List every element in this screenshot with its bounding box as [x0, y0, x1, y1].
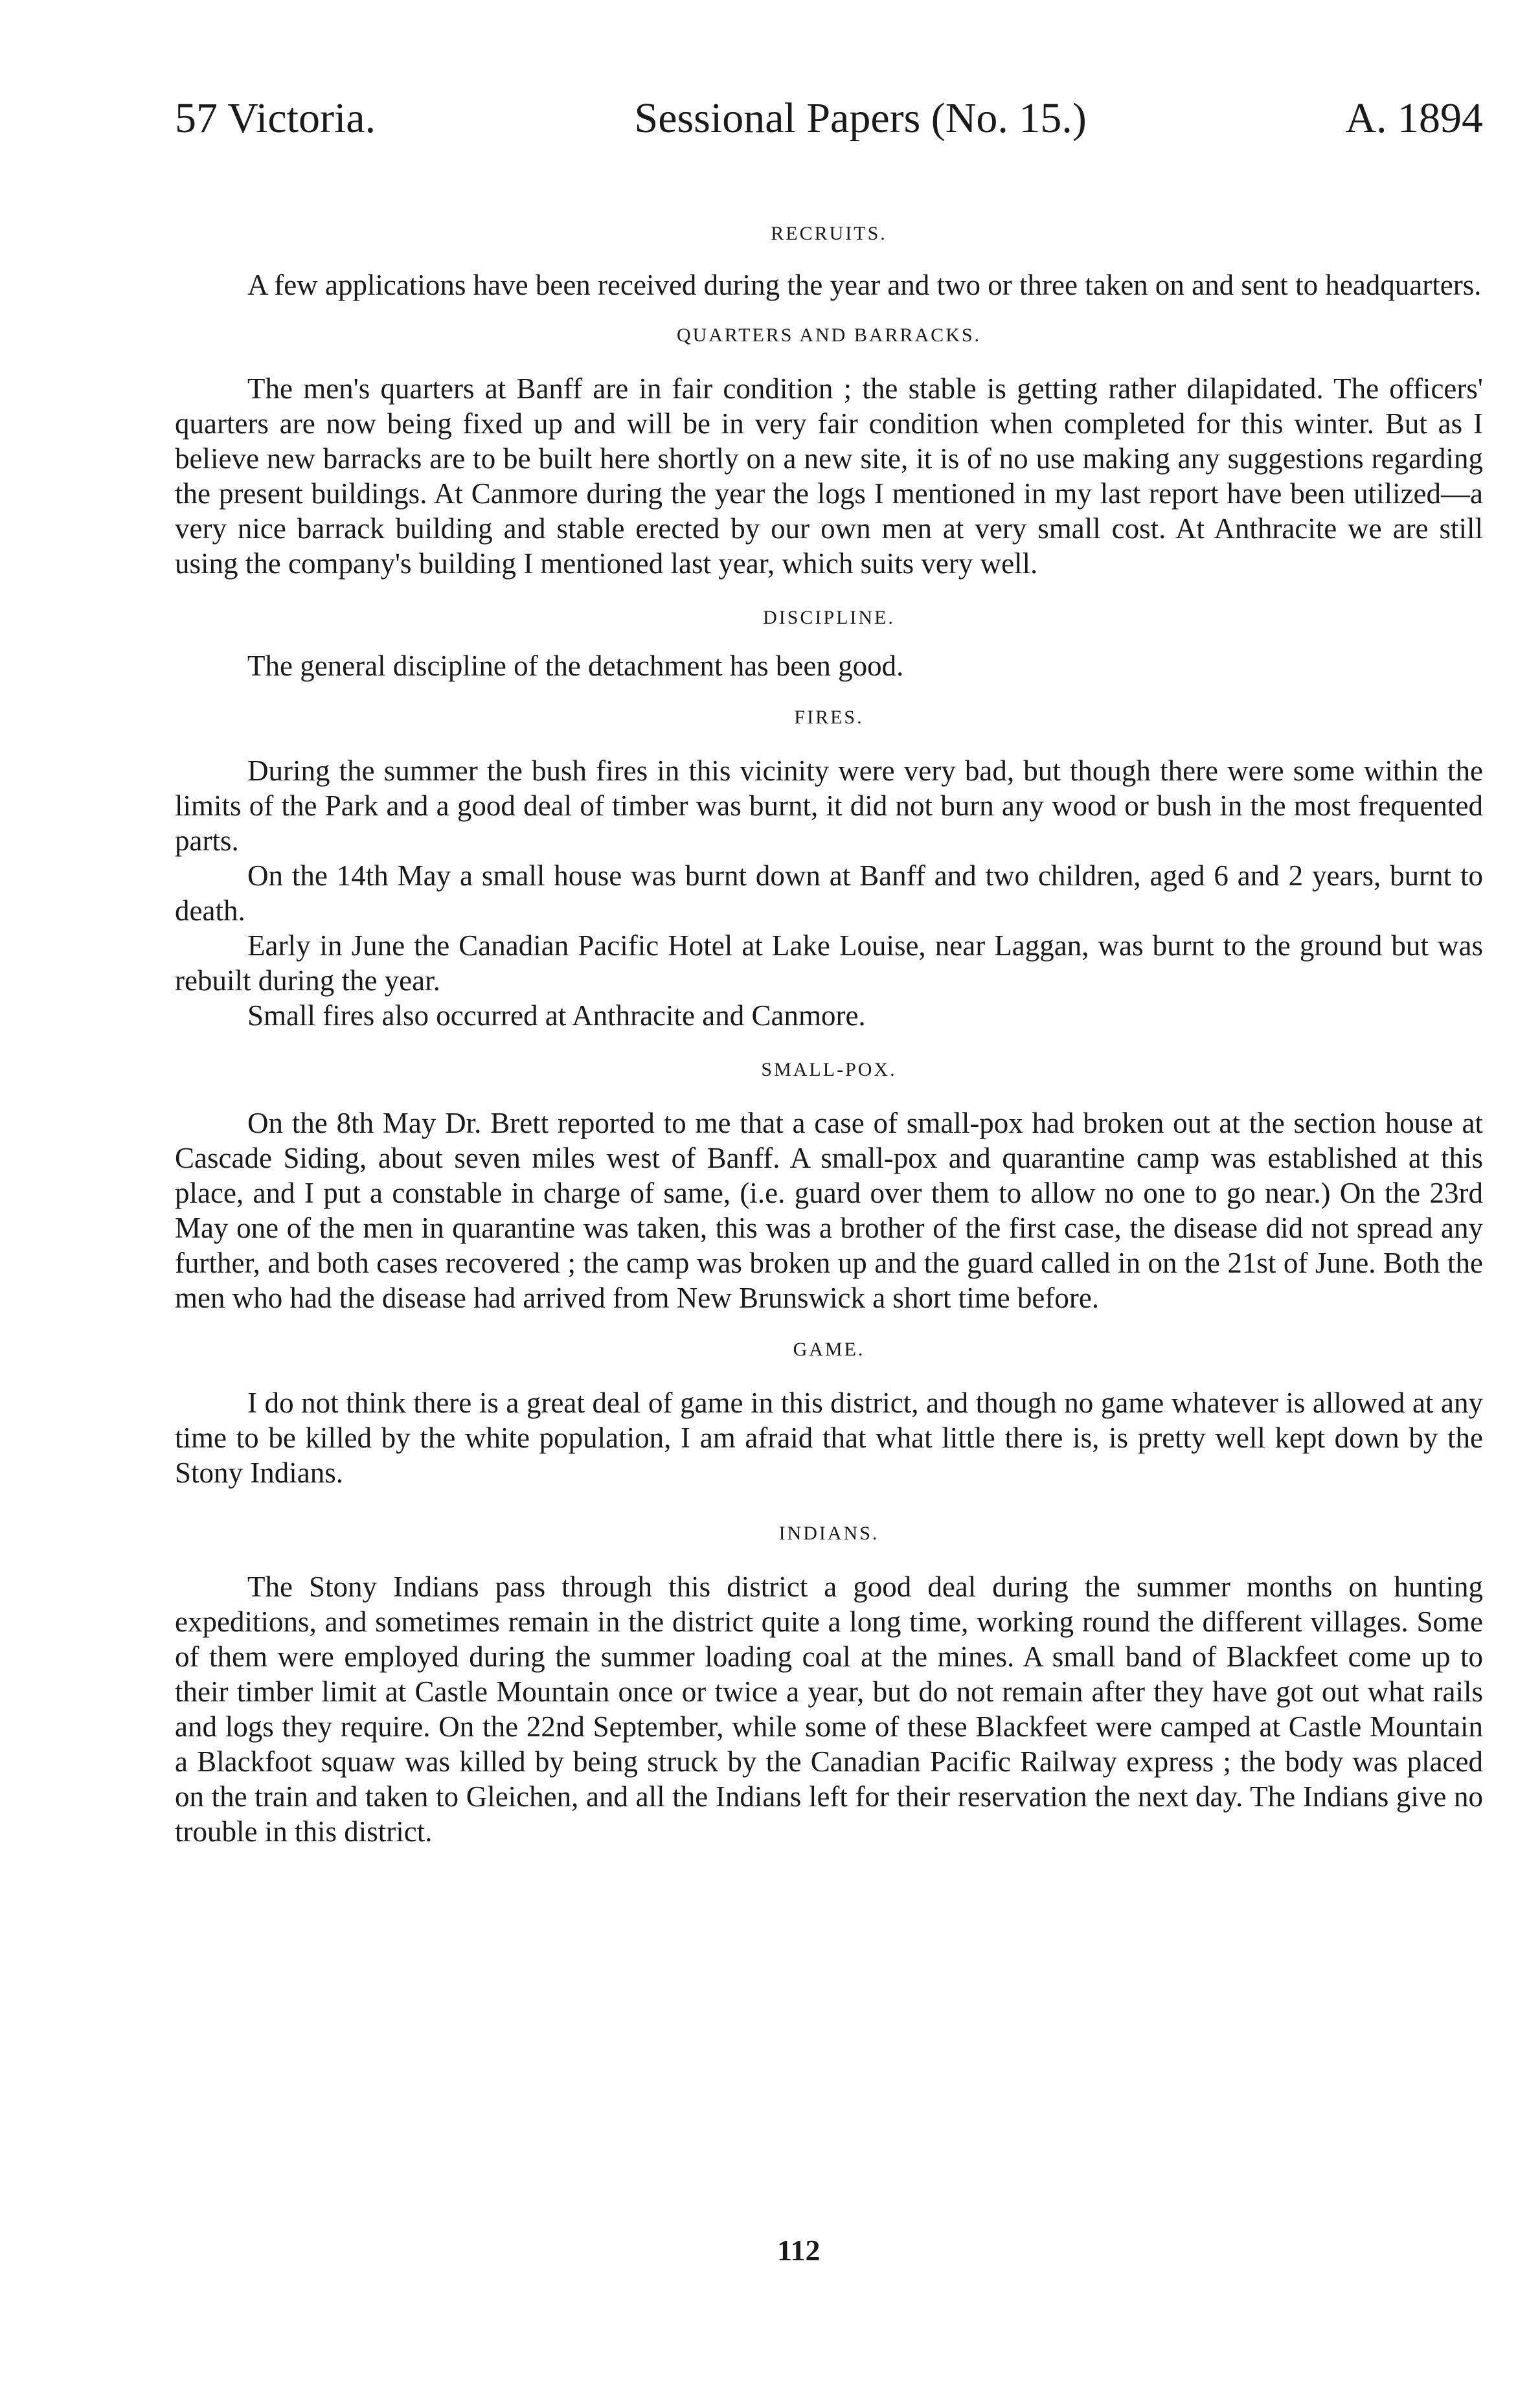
section-heading: SMALL-POX. — [761, 1059, 897, 1080]
paragraph: I do not think there is a great deal of game in this district, and though no game whatever is allowed at any time to be killed by the white population, I am afraid that what little there is, is pretty well kept down by the Stony Indians. — [175, 1387, 1483, 1489]
paragraph: A few applications have been received during the year and two or three taken on and sent to headquarters. — [247, 269, 1482, 301]
section-heading: GAME. — [793, 1339, 865, 1360]
section-discipline — [175, 607, 1483, 683]
section-recruits — [175, 223, 1483, 302]
section-quarters-and-barracks — [175, 324, 1483, 581]
header-session: 57 Victoria. — [175, 95, 376, 142]
section-heading: QUARTERS AND BARRACKS. — [676, 324, 982, 346]
paragraph: On the 14th May a small house was burnt down at Banff and two children, aged 6 and 2 years, burnt to death. — [175, 859, 1483, 927]
section-heading: INDIANS. — [778, 1523, 879, 1544]
page-header — [175, 97, 1483, 155]
paragraph: On the 8th May Dr. Brett reported to me that a case of small-pox had broken out at the section house at Cascade Siding, about seven miles west of Banff. A small-pox and quarantine camp was established at this place, and I put a constable in charge of same, (i.e. guard over them to allow no one to go near.) On the 23rd May one of the men in quarantine was taken, this was a brother of the first case, the disease did not spread any further, and both cases recovered ; the camp was broken up and the guard called in on the 21st of June. Both the men who had the disease had arrived from New Brunswick a short time before. — [175, 1107, 1483, 1314]
paragraph: During the summer the bush fires in this vicinity were very bad, but though there were some within the limits of the Park and a good deal of timber was burnt, it did not burn any wood or bush in the most frequented parts. — [175, 755, 1483, 857]
section-heading: RECRUITS. — [771, 223, 887, 244]
section-heading: FIRES. — [794, 707, 864, 728]
section-small-pox — [175, 1059, 1483, 1315]
paragraph: The general discipline of the detachment has been good. — [247, 650, 904, 682]
paragraph: Small fires also occurred at Anthracite and Canmore. — [247, 999, 866, 1032]
header-year: A. 1894 — [1345, 95, 1483, 142]
document-page — [175, 97, 1483, 1849]
section-heading: DISCIPLINE. — [763, 607, 895, 628]
page-number: 112 — [777, 2234, 821, 2267]
section-indians — [175, 1523, 1483, 1849]
section-fires — [175, 707, 1483, 1033]
section-game — [175, 1339, 1483, 1490]
paragraph: The men's quarters at Banff are in fair condition ; the stable is getting rather dilapidated. The officers' quarters are now being fixed up and will be in very fair condition when completed for this winter. But as I believe new barracks are to be built here shortly on a new site, it is of no use making any suggestions regarding the present buildings. At Canmore during the year the logs I mentioned in my last report have been utilized—a very nice barrack building and stable erected by our own men at very small cost. At Anthracite we are still using the company's building I mentioned last year, which suits very well. — [175, 372, 1483, 580]
paragraph: Early in June the Canadian Pacific Hotel at Lake Louise, near Laggan, was burnt to the ground but was rebuilt during the year. — [175, 929, 1483, 997]
paragraph: The Stony Indians pass through this district a good deal during the summer months on hunting expeditions, and sometimes remain in the district quite a long time, working round the different villages. Some of them were employed during the summer loading coal at the mines. A small band of Blackfeet come up to their timber limit at Castle Mountain once or twice a year, but do not remain after they have got out what rails and logs they require. On the 22nd September, while some of these Blackfeet were camped at Castle Mountain a Blackfoot squaw was killed by being struck by the Canadian Pacific Railway express ; the body was placed on the train and taken to Gleichen, and all the Indians left for their reservation the next day. The Indians give no trouble in this district. — [175, 1571, 1483, 1848]
header-title: Sessional Papers (No. 15.) — [634, 95, 1087, 142]
